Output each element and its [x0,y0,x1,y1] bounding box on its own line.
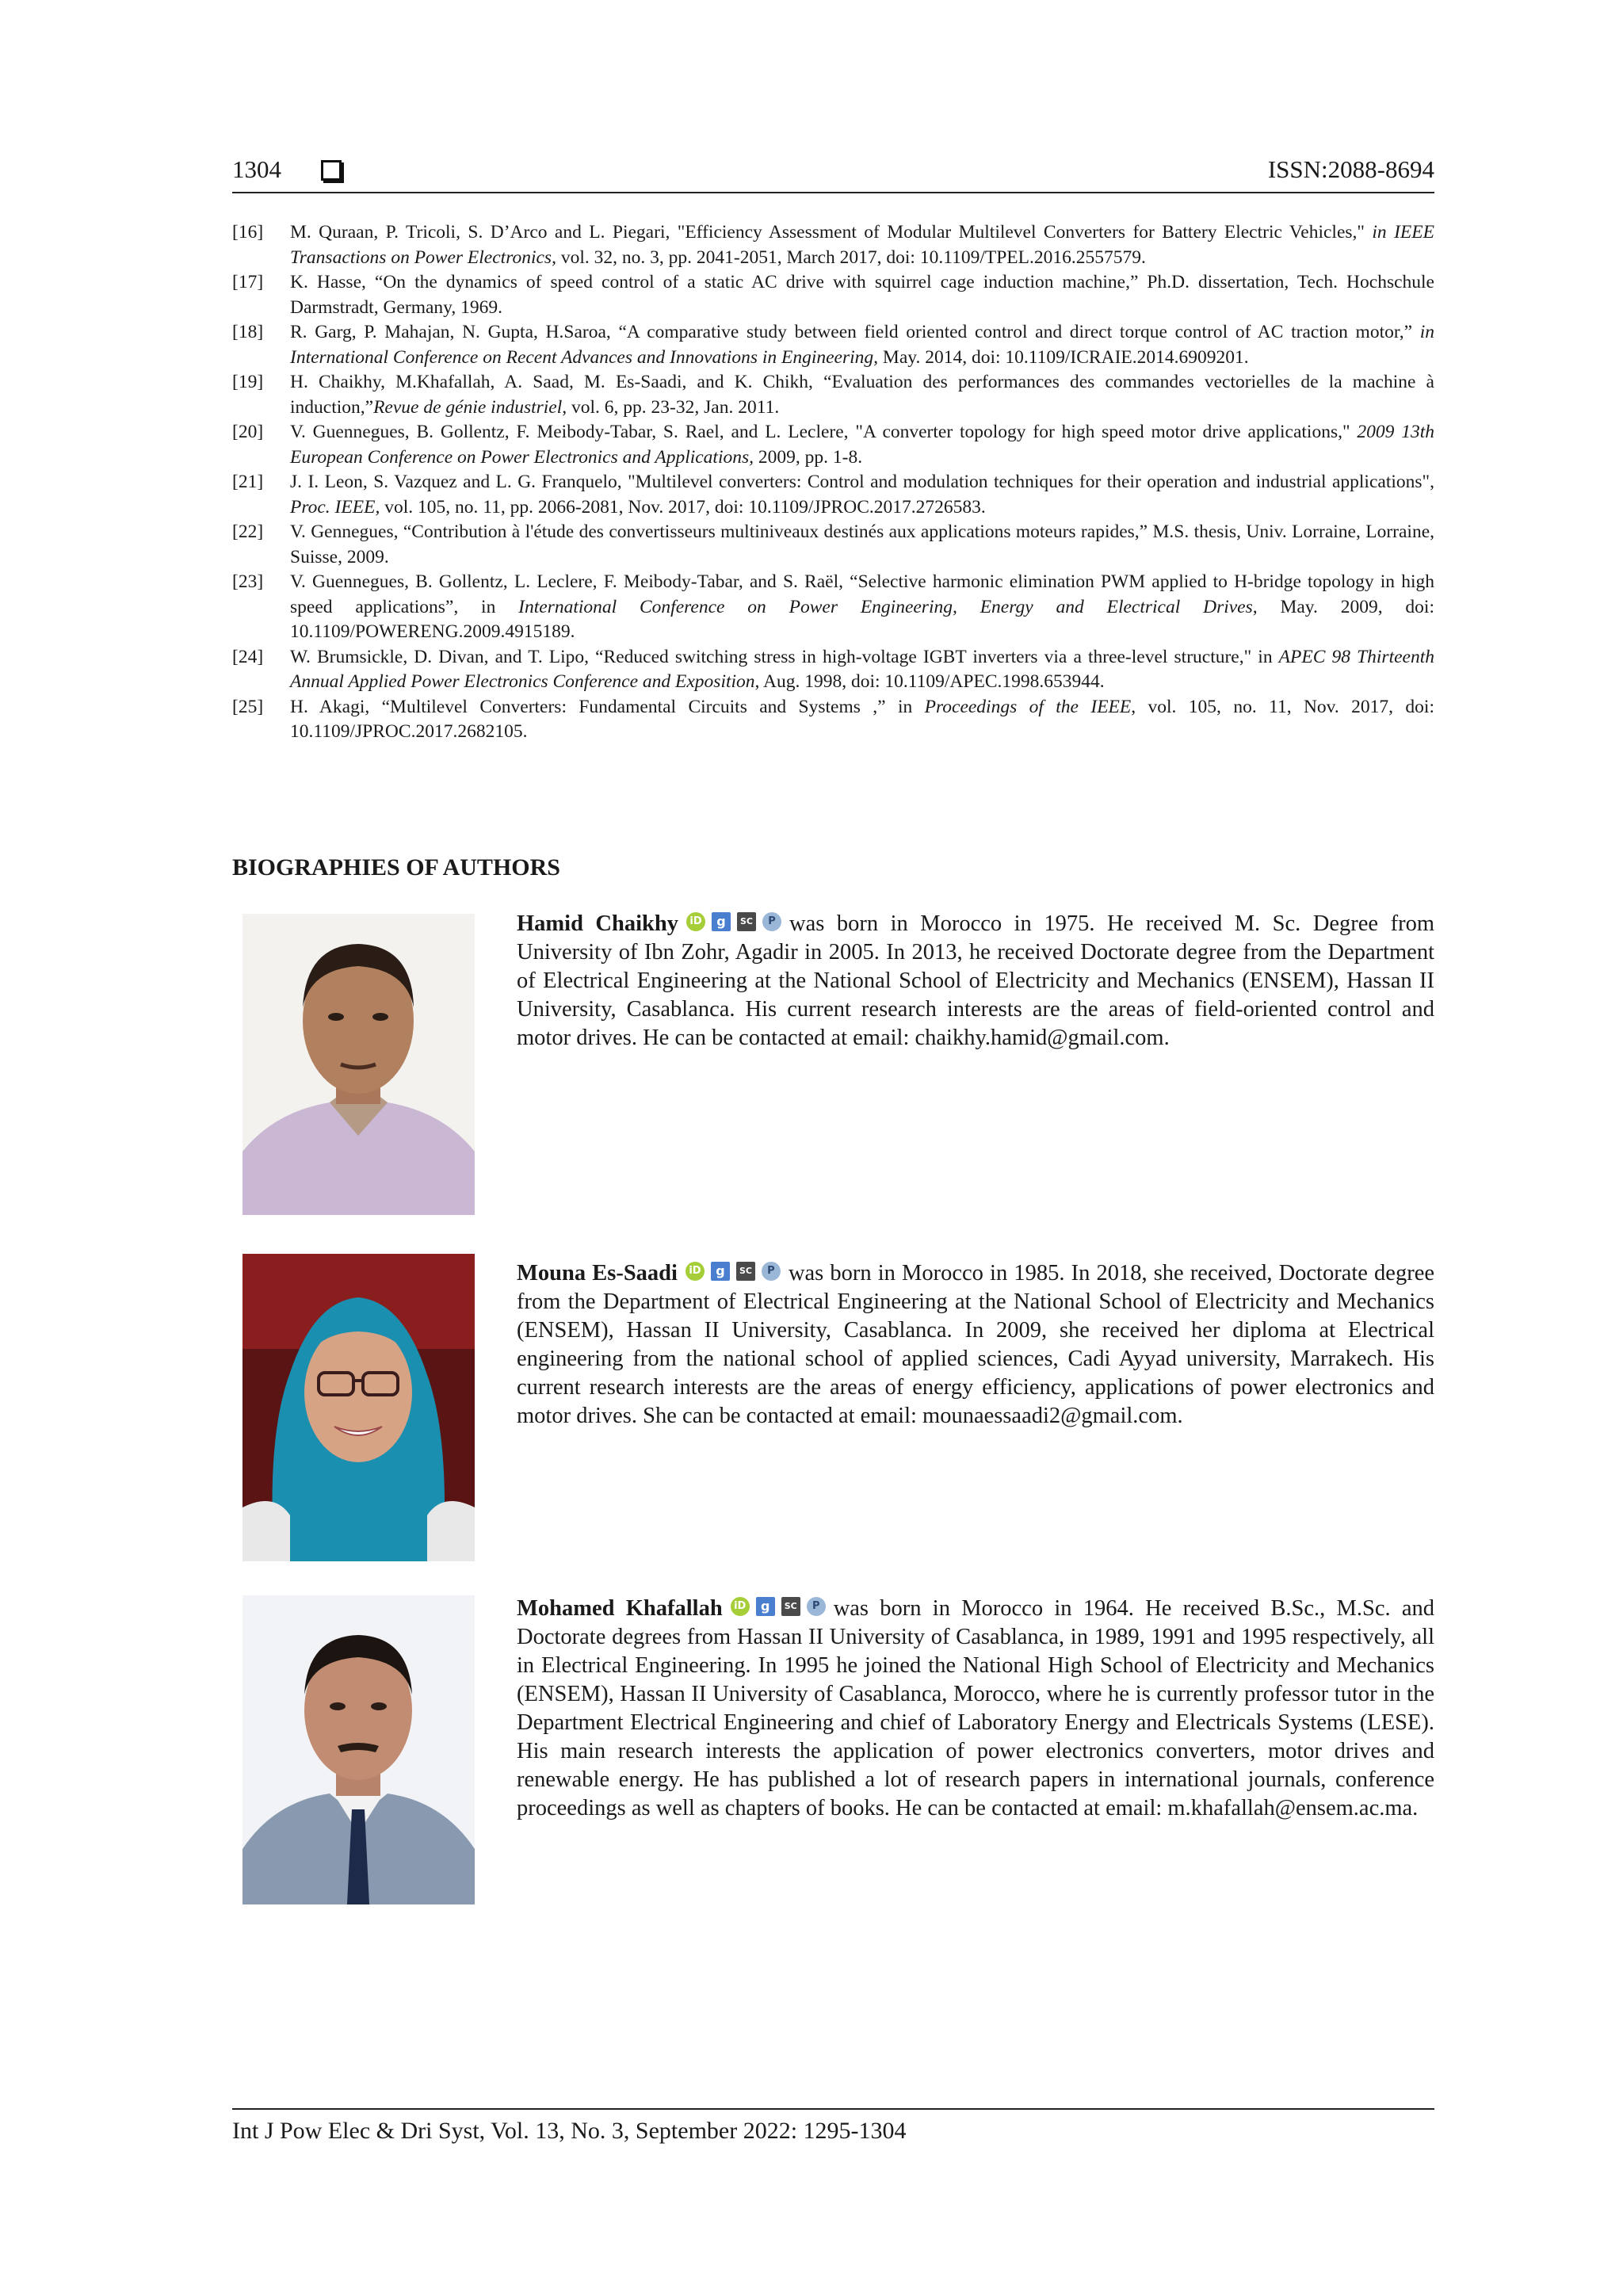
author-description: was born in Morocco in 1964. He received B.Sc., M.Sc. and Doctorate degrees from Hassan II University of Casablanca, in 1989, 1991 and 1995 respectively, all in Electrical Engineering. In 1995 he joined the National High School of Electricity and Mechanics (ENSEM), Hassan II University of Casablanca, Morocco, where he is currently professor tutor in the Department Electrical Engineering and chief of Laboratory Energy and Electricals Systems (LESE). His main research interests the application of power electronics converters, motor drives and renewable energy. He has published a lot of research papers in international journals, conference proceedings as well as chapters of books. He can be contacted at email: m.khafallah@ensem.ac.ma. [517,1596,1435,1820]
author-bio-text [517,910,1434,1052]
reference-number: [25] [232,696,264,717]
scopus-icon[interactable]: SC [781,1597,800,1616]
google-scholar-icon[interactable]: g [756,1597,775,1616]
scopus-icon[interactable]: SC [736,1262,755,1281]
reference-text [290,320,1434,370]
publons-icon[interactable]: P [807,1597,826,1616]
publons-icon[interactable]: P [762,1262,781,1281]
page-header [232,155,1434,193]
author-badges [686,912,781,931]
reference-venue: 2009 13th European Conference on Power Electronics and Applications, [290,422,1435,468]
author-badges [731,1597,826,1616]
reference-segment: , vol. 105, no. 11, Nov. 2017, doi: 10.1109/JPROC.2017.2682105. [290,696,1434,742]
reference-segment: May. 2014, doi: 10.1109/ICRAIE.2014.6909201. [878,346,1249,368]
reference-text [290,220,1434,270]
reference-segment: J. I. Leon, S. Vazquez and L. G. Franquelo, "Multilevel converters: Control and modulation techniques for their operation and industrial applications", [290,472,1434,492]
issn: ISSN:2088-8694 [1267,155,1434,183]
reference-number: [19] [232,372,264,392]
reference-segment: , May. 2009, doi: 10.1109/POWERENG.2009.4915189. [290,596,1434,642]
reference-venue: International Conference on Power Engineering, Energy and Electrical Drives [518,596,1253,617]
reference-segment: , vol. 6, pp. 23-32, Jan. 2011. [562,396,780,418]
author-badges [685,1262,781,1281]
reference-segment: , Aug. 1998, doi: 10.1109/APEC.1998.653944. [754,671,1105,692]
reference-text [290,370,1434,420]
reference-number: [20] [232,422,264,442]
reference-segment: H. Chaikhy, M.Khafallah, A. Saad, M. Es-Saadi, and K. Chikh, “Evaluation des performances des commandes vectorielles de la machine à induction,” [290,372,1434,418]
author-bio [232,1593,1434,1910]
reference-text [290,570,1434,645]
reference-number: [24] [232,646,264,667]
reference-segment: H. Akagi, “Multilevel Converters: Fundamental Circuits and Systems ,” in [290,696,925,717]
orcid-icon[interactable]: iD [686,912,705,931]
reference-segment: vol. 105, no. 11, pp. 2066-2081, Nov. 2017, doi: 10.1109/JPROC.2017.2726583. [380,496,986,518]
reference-segment: , vol. 32, no. 3, pp. 2041-2051, March 2017, doi: 10.1109/TPEL.2016.2557579. [552,246,1146,268]
page-footer: Int J Pow Elec & Dri Syst, Vol. 13, No. 3, September 2022: 1295-1304 [232,2108,1434,2145]
references-list [232,220,1434,745]
reference-segment: V. Guennegues, B. Gollentz, F. Meibody-Tabar, S. Rael, and L. Leclere, "A converter topology for high speed motor drive applications," [290,422,1358,442]
orcid-icon[interactable]: iD [685,1262,705,1281]
author-photo [242,1595,475,1904]
reference-segment: V. Guennegues, B. Gollentz, L. Leclere, F. Meibody-Tabar, and S. Raël, “Selective harmonic elimination PWM applied to H-bridge topology in high speed applications”, in [290,571,1434,617]
reference-item [232,470,1434,520]
author-photo [242,1254,475,1561]
reference-item [232,520,1434,570]
reference-number: [18] [232,322,264,342]
reference-segment: M. Quraan, P. Tricoli, S. D’Arco and L. Piegari, "Efficiency Assessment of Modular Multilevel Converters for Battery Electric Vehicles," [290,222,1373,243]
author-bio-text [517,1595,1434,1823]
author-name: Mouna Es-Saadi [517,1261,678,1286]
author-bio [232,1248,1434,1565]
publons-icon[interactable]: P [762,912,781,931]
reference-venue: in International Conference on Recent Advances and Innovations in Engineering, [290,322,1434,368]
square-bullet-icon [321,160,342,181]
reference-number: [16] [232,222,264,243]
reference-text [290,520,1434,570]
author-bio-text [517,1259,1434,1431]
reference-venue: Revue de génie industriel [373,396,563,418]
reference-item [232,220,1434,270]
reference-item [232,320,1434,370]
reference-venue: APEC 98 Thirteenth Annual Applied Power Electronics Conference and Exposition [290,646,1434,692]
section-title: BIOGRAPHIES OF AUTHORS [232,854,560,881]
reference-segment: 2009, pp. 1-8. [754,446,863,468]
reference-segment: V. Gennegues, “Contribution à l'étude des convertisseurs multiniveaux destinés aux applications moteurs rapides,” M.S. thesis, Univ. Lorraine, Lorraine, Suisse, 2009. [290,521,1434,567]
reference-venue: in IEEE Transactions on Power Electronics [290,222,1434,268]
author-bio [232,910,1434,1227]
author-photo [242,914,475,1215]
reference-text [290,645,1434,695]
reference-text [290,420,1434,470]
reference-number: [23] [232,571,264,592]
google-scholar-icon[interactable]: g [711,1262,730,1281]
reference-venue: Proceedings of the IEEE [924,696,1132,717]
reference-item [232,420,1434,470]
author-name: Hamid Chaikhy [517,911,678,936]
reference-text [290,270,1434,320]
author-description: was born in Morocco in 1975. He received M. Sc. Degree from University of Ibn Zohr, Agadir in 2005. In 2013, he received Doctorate degree from the Department of Electrical Engineering at the National School of Electricity and Mechanics (ENSEM), Hassan II University, Casablanca. His current research interests are the areas of field-oriented control and motor drives. He can be contacted at email: chaikhy.hamid@gmail.com. [517,911,1434,1050]
reference-segment: R. Garg, P. Mahajan, N. Gupta, H.Saroa, “A comparative study between field oriented control and direct torque control of AC traction motor,” [290,322,1420,342]
author-description: was born in Morocco in 1985. In 2018, she received, Doctorate degree from the Department of Electrical Engineering at the National School of Electricity and Mechanics (ENSEM), Hassan II University, Casablanca. In 2009, she received her diploma at Electrical engineering from the national school of applied sciences, Cadi Ayyad university, Marrakech. His current research interests are the areas of energy efficiency, applications of power electronics and motor drives. She can be contacted at email: mounaessaadi2@gmail.com. [517,1261,1434,1428]
reference-item [232,370,1434,420]
reference-item [232,695,1434,745]
reference-text [290,470,1434,520]
author-name: Mohamed Khafallah [517,1596,723,1621]
reference-number: [21] [232,472,264,492]
reference-venue: Proc. IEEE, [290,496,380,518]
reference-item [232,270,1434,320]
orcid-icon[interactable]: iD [731,1597,750,1616]
reference-number: [22] [232,521,264,542]
page-number: 1304 [232,155,281,183]
google-scholar-icon[interactable]: g [712,912,731,931]
reference-segment: W. Brumsickle, D. Divan, and T. Lipo, “Reduced switching stress in high-voltage IGBT inverters via a three-level structure," in [290,646,1279,667]
reference-item [232,570,1434,645]
reference-segment: K. Hasse, “On the dynamics of speed control of a static AC drive with squirrel cage induction machine,” Ph.D. dissertation, Tech. Hochschule Darmstradt, Germany, 1969. [290,272,1434,318]
reference-text [290,695,1434,745]
scopus-icon[interactable]: SC [737,912,756,931]
reference-number: [17] [232,272,264,292]
reference-item [232,645,1434,695]
